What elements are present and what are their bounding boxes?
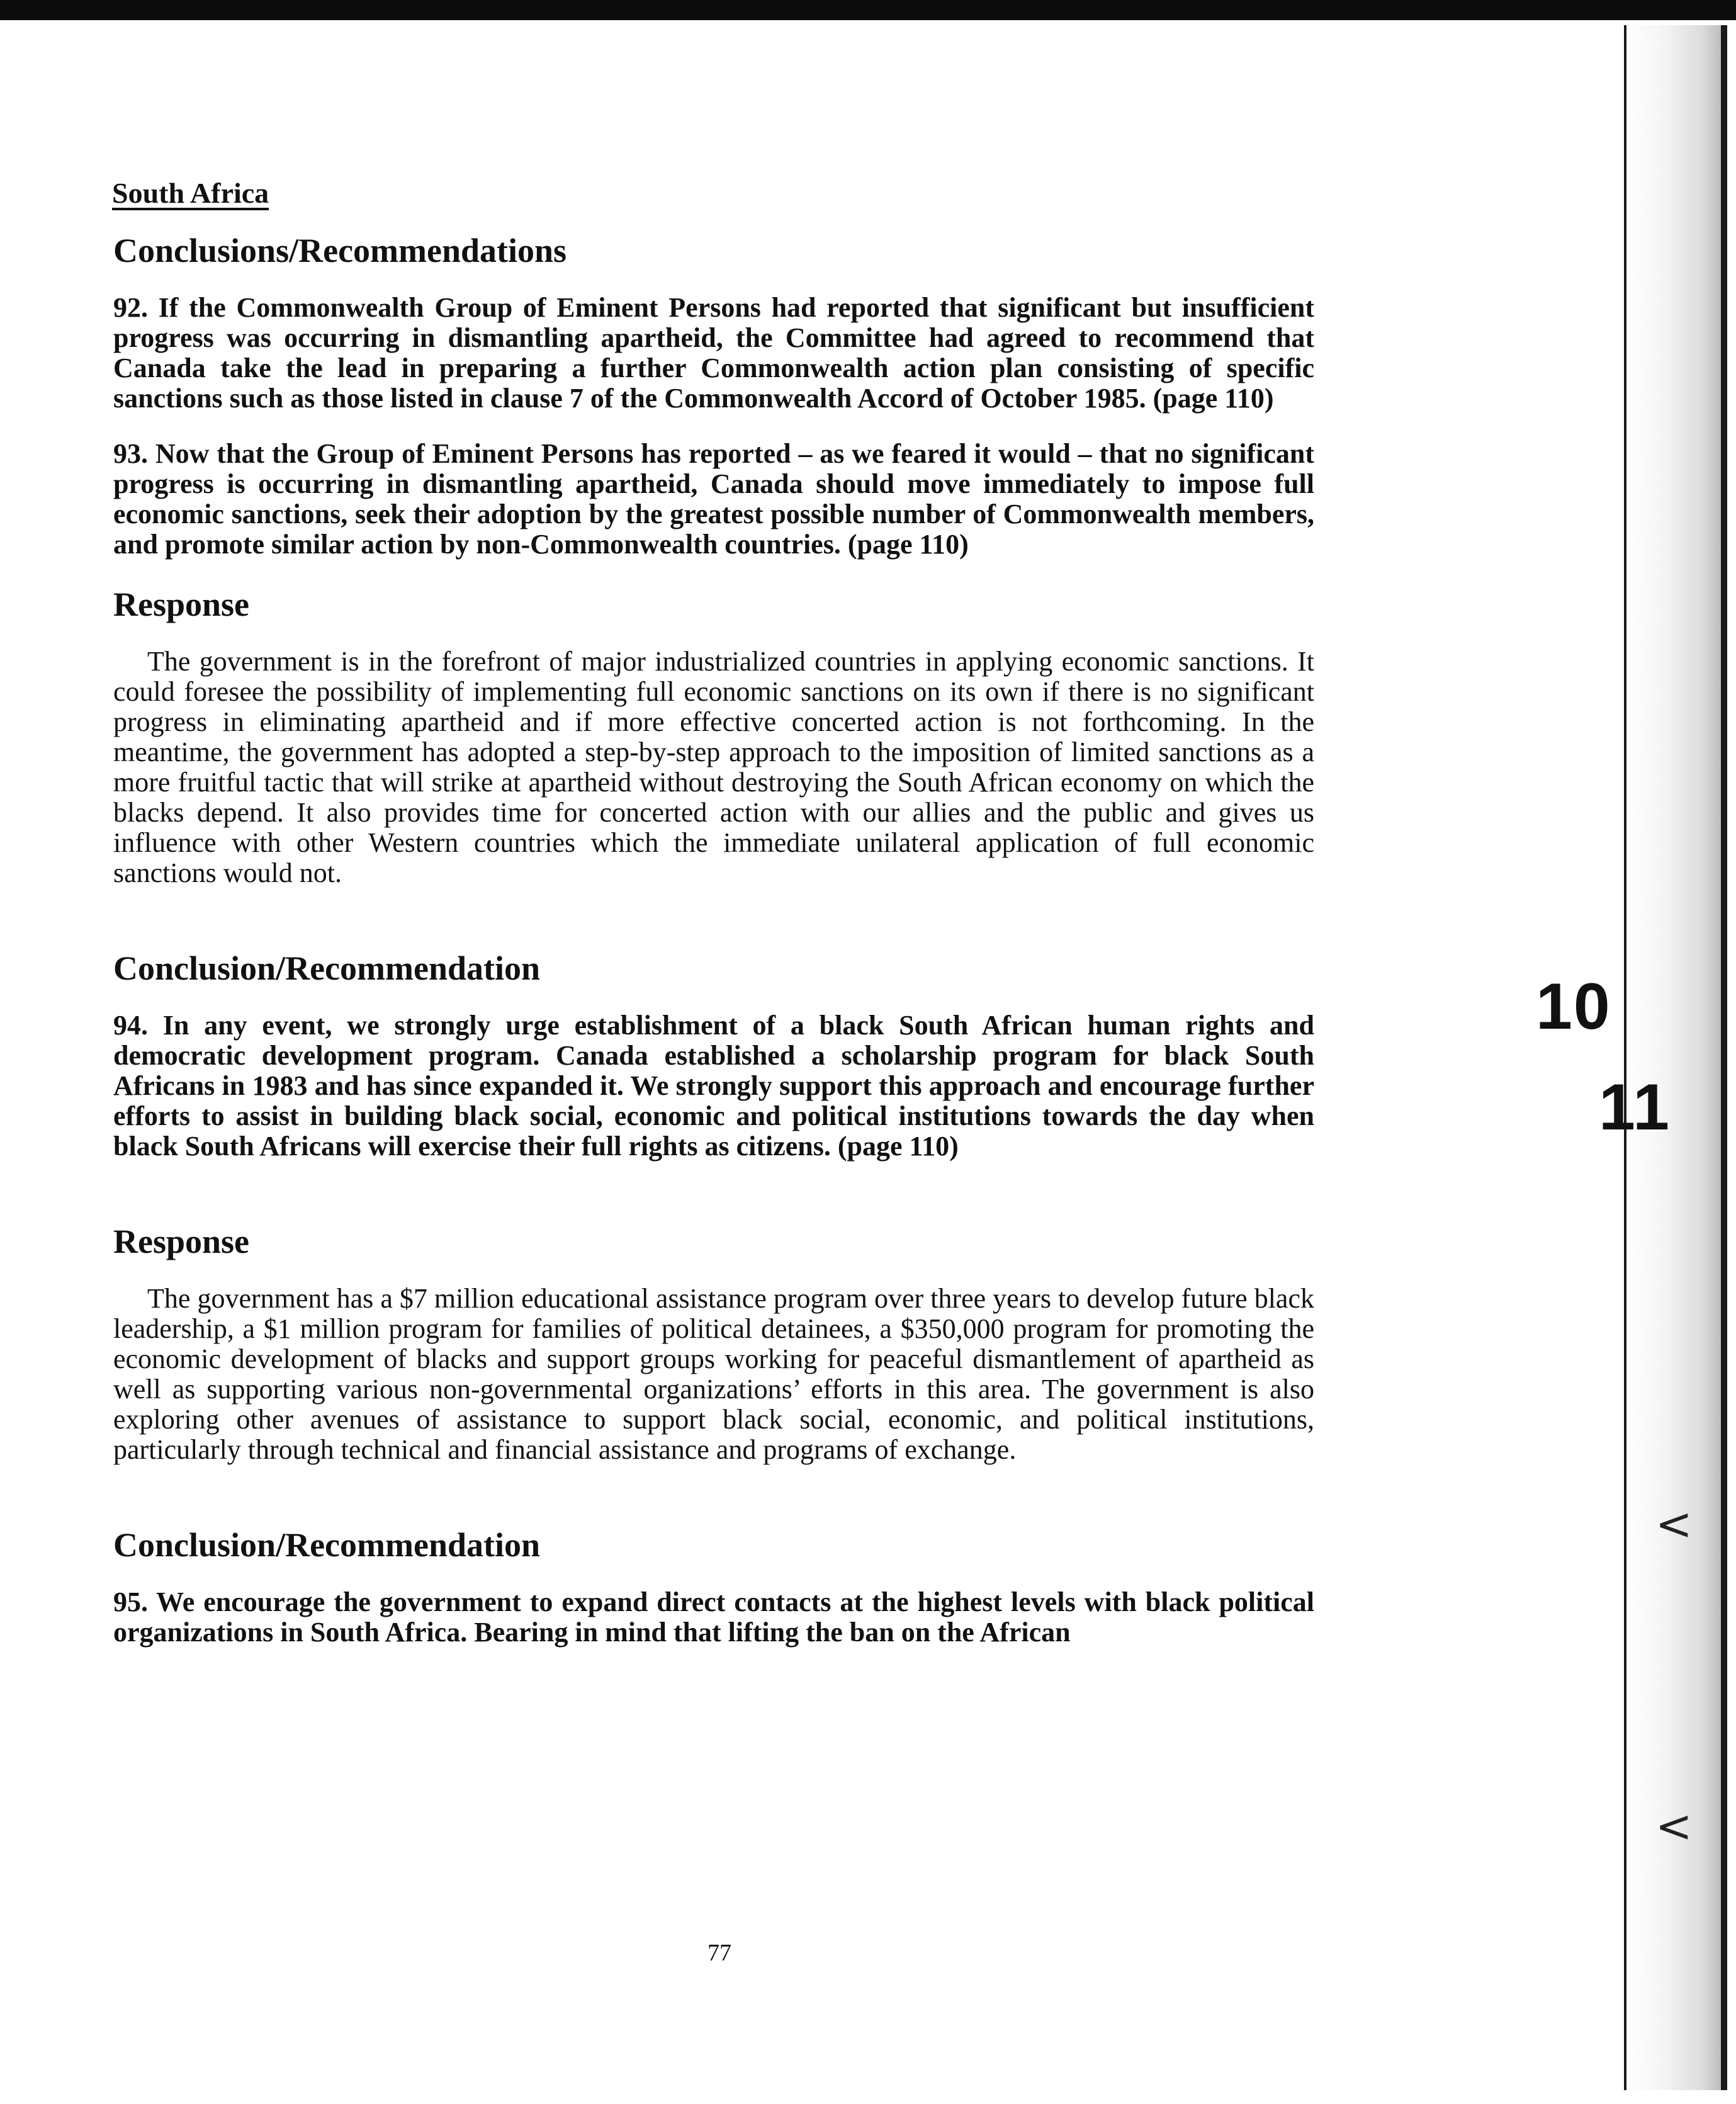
section-heading: Conclusion/Recommendation xyxy=(113,1526,541,1564)
scan-top-border xyxy=(0,0,1736,20)
recommendation-93: 93. Now that the Group of Eminent Persons has reported – as we feared it would – that no significant progress is occurring in dismantling apartheid, Canada should move immediately to impose full economic sanctions, seek their adoption by the greatest possible number of Commonwealth members, and promote similar action by non-Commonwealth countries. (page 110) xyxy=(113,438,1314,560)
response-paragraph: The government is in the forefront of major industrialized countries in applying economic sanctions. It could foresee the possibility of implementing full economic sanctions on its own if there is no significant progress in eliminating apartheid and if more effective concerted action is not forthcoming. In the meantime, the government has adopted a step-by-step approach to the imposition of limited sanctions as a more fruitful tactic that will strike at apartheid without destroying the South African economy on which the blacks depend. It also provides time for concerted action with our allies and the public and gives us influence with other Western countries which the immediate unilateral application of full economic sanctions would not. xyxy=(113,646,1314,888)
section-heading: Conclusions/Recommendations xyxy=(113,232,567,269)
page-number: 77 xyxy=(707,1940,731,1966)
section-heading: Response xyxy=(113,585,250,623)
binder-tab-edge xyxy=(1624,25,1727,2090)
recommendation-92: 92. If the Commonwealth Group of Eminent Persons had reported that significant but insufficient progress was occurring in dismantling apartheid, the Committee had agreed to recommend that Canada take the lead in preparing a further Commonwealth action plan consisting of specific sanctions such as those listed in clause 7 of the Commonwealth Accord of October 1985. (page 110) xyxy=(113,292,1314,414)
section-title: South Africa xyxy=(112,177,269,209)
recommendation-95: 95. We encourage the government to expand direct contacts at the highest levels with black political organizations in South Africa. Bearing in mind that lifting the ban on the African xyxy=(113,1586,1314,1648)
tab-number-11: 11 xyxy=(1599,1071,1671,1144)
tab-number-10: 10 xyxy=(1536,970,1611,1043)
recommendation-94: 94. In any event, we strongly urge establishment of a black South African human rights and democratic development program. Canada established a scholarship program for black South Africans in 1983 and has since expanded it. We strongly support this approach and encourage further efforts to assist in building black social, economic and political institutions towards the day when black South Africans will exercise their full rights as citizens. (page 110) xyxy=(113,1010,1314,1162)
tab-notch-mark: < xyxy=(1655,1498,1693,1550)
section-heading: Conclusion/Recommendation xyxy=(113,949,541,987)
response-paragraph: The government has a $7 million educational assistance program over three years to develop future black leadership, a $1 million program for families of political detainees, a $350,000 program for promoting the economic development of blacks and support groups working for peaceful dismantlement of apartheid as well as supporting various non-governmental organizations’ efforts in this area. The government is also exploring other avenues of assistance to support black social, economic, and political institutions, particularly through technical and financial assistance and programs of exchange. xyxy=(113,1283,1314,1465)
section-heading: Response xyxy=(113,1223,250,1260)
document-body xyxy=(112,176,1314,1673)
tab-notch-mark: < xyxy=(1655,1801,1693,1852)
